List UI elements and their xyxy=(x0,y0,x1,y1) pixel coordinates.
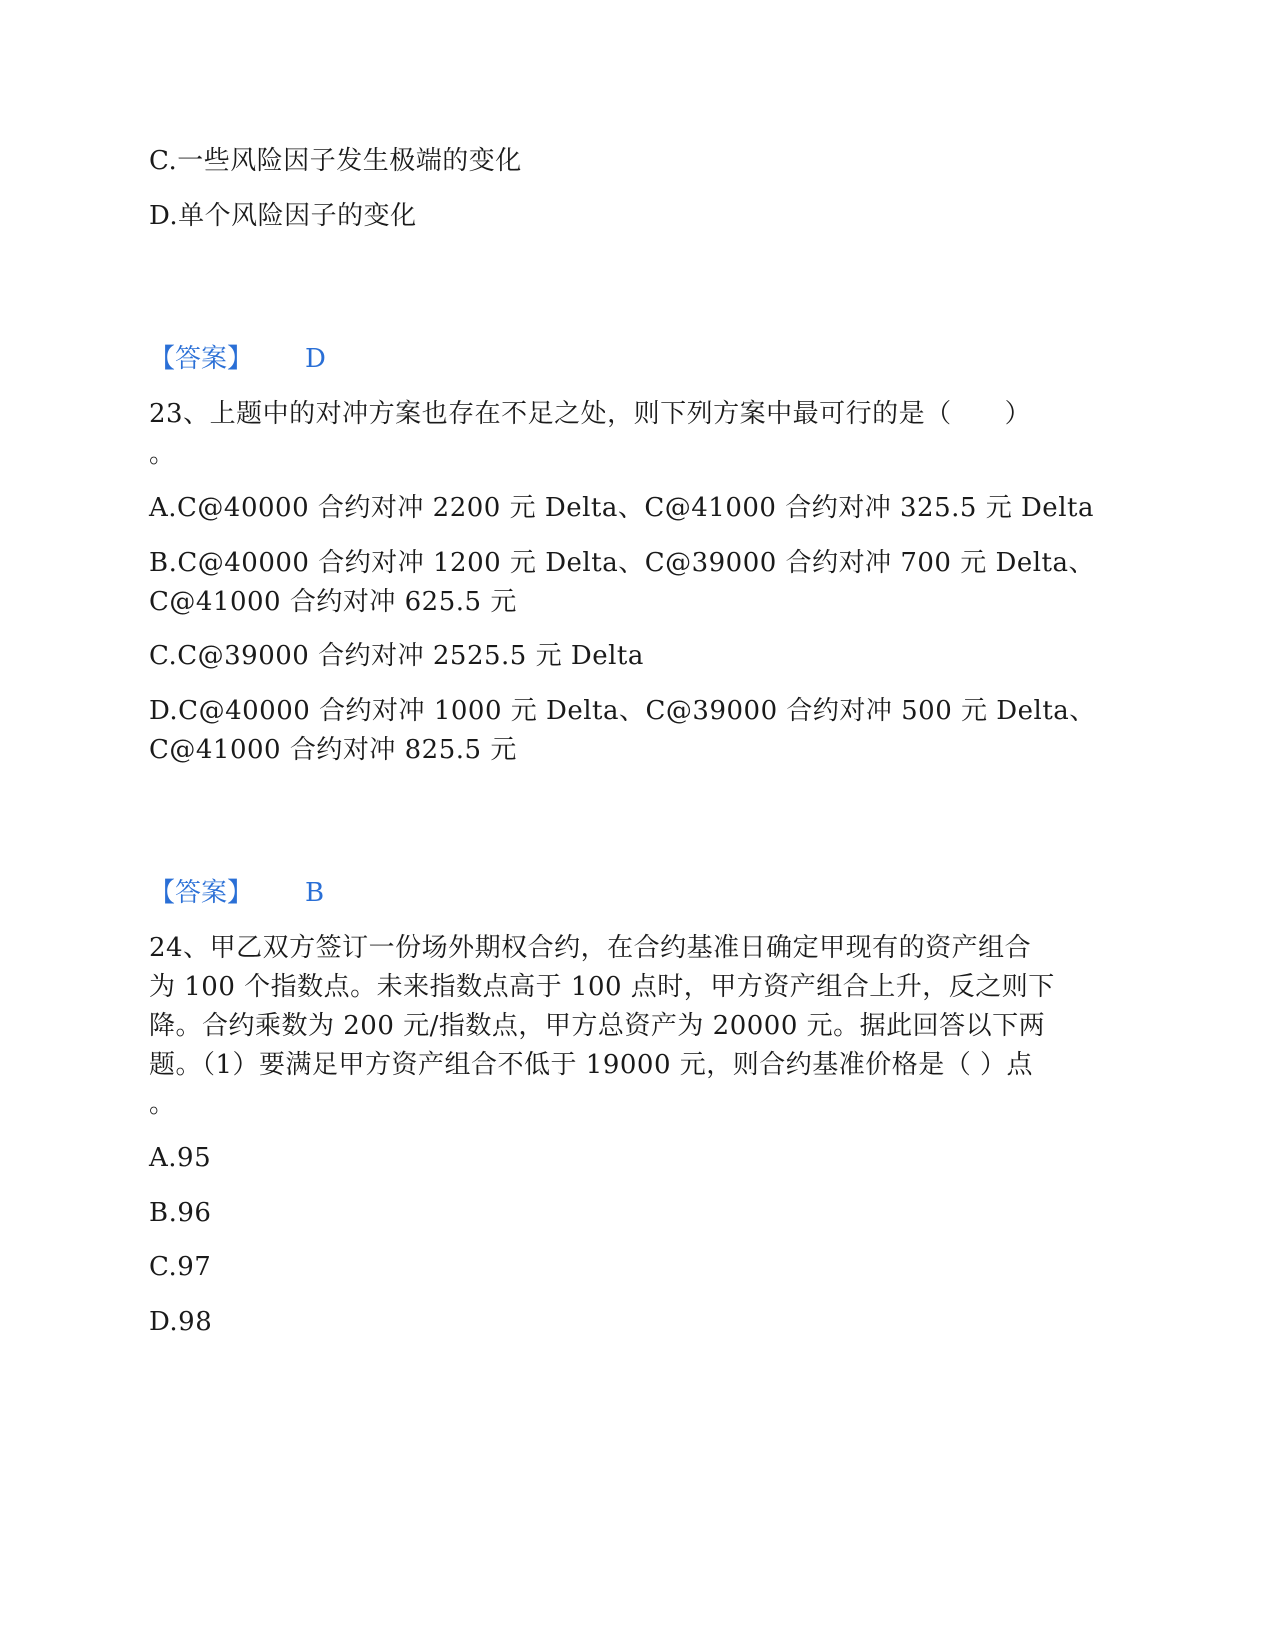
q24-stem-line-5: 。 xyxy=(149,1089,176,1119)
q23-option-d-line-1: D.C@40000 合约对冲 1000 元 Delta、C@39000 合约对冲 500 元 Delta、 xyxy=(149,696,1096,726)
q22-answer xyxy=(149,339,326,379)
q24-stem-line-4: 题。（1）要满足甲方资产组合不低于 19000 元，则合约基准价格是（ ）点 xyxy=(149,1050,1034,1080)
q24-stem-line-3: 降。合约乘数为 200 元/指数点，甲方总资产为 20000 元。据此回答以下两 xyxy=(149,1011,1046,1041)
q24-stem-line-1: 24、甲乙双方签订一份场外期权合约，在合约基准日确定甲现有的资产组合 xyxy=(149,933,1032,963)
q23-option-b-line-2: C@41000 合约对冲 625.5 元 xyxy=(149,587,517,617)
q23-option-c: C.C@39000 合约对冲 2525.5 元 Delta xyxy=(149,641,644,671)
answer-tag: 【答案】 xyxy=(149,344,254,374)
answer-tag: 【答案】 xyxy=(149,878,254,908)
q22-option-d: D.单个风险因子的变化 xyxy=(149,201,417,231)
q24-option-d: D.98 xyxy=(149,1307,213,1337)
q24-option-b: B.96 xyxy=(149,1198,212,1228)
q23-answer xyxy=(149,873,324,913)
answer-value: D xyxy=(305,344,326,374)
answer-value: B xyxy=(305,878,325,908)
q24-option-c: C.97 xyxy=(149,1252,212,1282)
q23-option-a: A.C@40000 合约对冲 2200 元 Delta、C@41000 合约对冲 325.5 元 Delta xyxy=(149,493,1094,523)
q22-option-c: C.一些风险因子发生极端的变化 xyxy=(149,146,522,176)
q23-option-d-line-2: C@41000 合约对冲 825.5 元 xyxy=(149,735,517,765)
q23-option-b-line-1: B.C@40000 合约对冲 1200 元 Delta、C@39000 合约对冲 700 元 Delta、 xyxy=(149,548,1095,578)
q23-stem-line-1: 23、上题中的对冲方案也存在不足之处，则下列方案中最可行的是（ ） xyxy=(149,399,1032,429)
q24-option-a: A.95 xyxy=(149,1143,212,1173)
q23-stem-line-2: 。 xyxy=(149,439,176,469)
q24-stem-line-2: 为 100 个指数点。未来指数点高于 100 点时，甲方资产组合上升，反之则下 xyxy=(149,972,1055,1002)
